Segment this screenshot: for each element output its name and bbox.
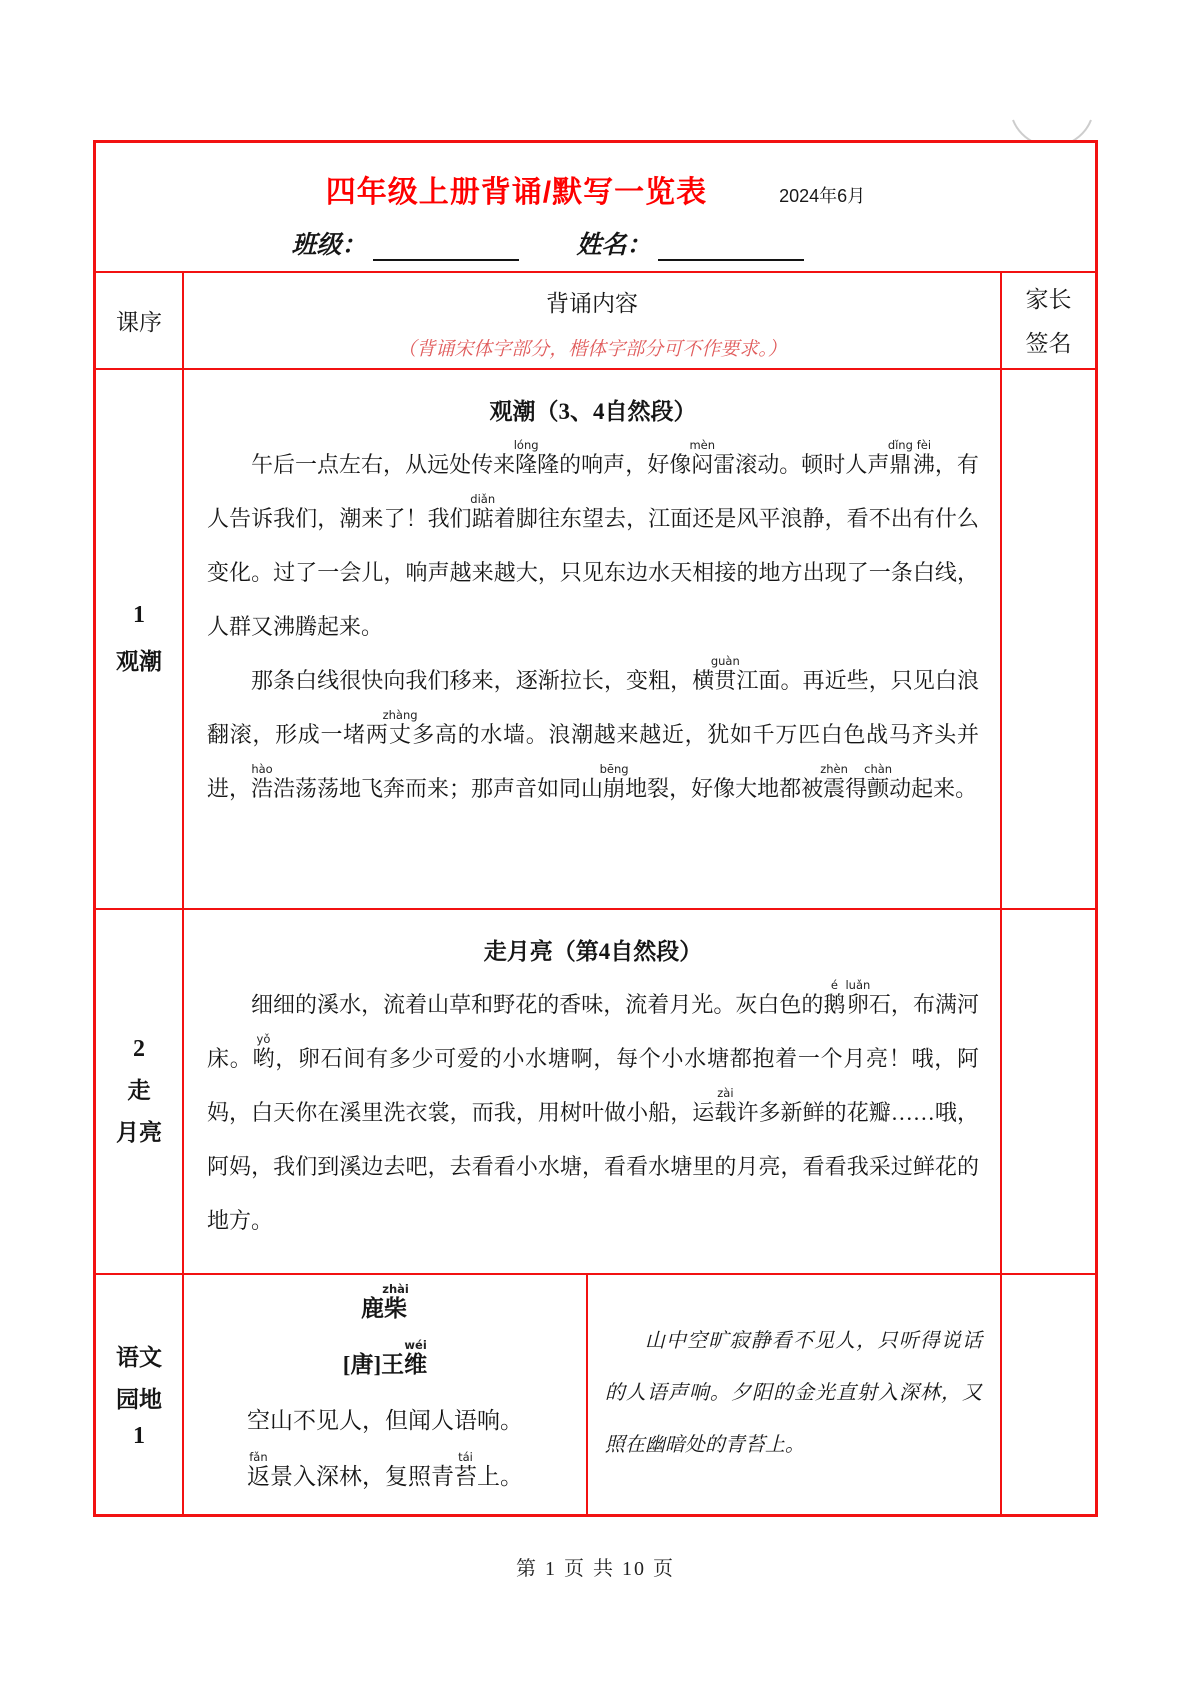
passage-title: 走月亮（第4自然段） bbox=[483, 939, 703, 964]
poem-title: 鹿柴zhài bbox=[361, 1282, 409, 1321]
date-label: 2024年6月 bbox=[779, 186, 866, 206]
lesson-name-line: 月亮 bbox=[116, 1119, 162, 1145]
poem-line: 空山不见人，但闻人语响。 bbox=[246, 1408, 523, 1433]
poem-explanation: 山中空旷寂静看不见人，只听得说话的人语声响。夕阳的金光直射入深林，又照在幽暗处的青苔上。 bbox=[604, 1330, 982, 1456]
lesson-name-line: 语文 bbox=[116, 1344, 162, 1370]
passage-paragraph: 细细的溪水，流着山草和野花的香味，流着月光。灰白色的鹅é卵luǎn石，布满河床。哟yǒ，卵石间有多少可爱的小水塘啊，每个小水塘都抱着一个月亮！哦，阿妈，白天你在溪里洗衣裳，而我，用树叶做小船，运载zài许多新鲜的花瓣……哦，阿妈，我们到溪边去吧，去看看小水塘，看看水塘里的月亮，看看我采过鲜花的地方。 bbox=[207, 978, 979, 1233]
class-label: 班级： bbox=[291, 232, 367, 259]
page-number-indicator: 第 1 页 共 10 页 bbox=[516, 1558, 675, 1580]
content-header-note: （背诵宋体字部分，楷体字部分可不作要求。） bbox=[397, 339, 787, 360]
parent-signature-cell[interactable] bbox=[1002, 910, 1095, 1275]
class-blank-field[interactable] bbox=[373, 229, 519, 261]
poem-line: 返fǎn景入深林，复照青苔tái上。 bbox=[246, 1450, 523, 1489]
passage-paragraph: 那条白线很快向我们移来，逐渐拉长，变粗，横贯guàn江面。再近些，只见白浪翻滚，形成一堵两丈zhàng多高的水墙。浪潮越来越近，犹如千万匹白色战马齐头并进，浩hào浩荡荡地飞奔而来；那声音如同山崩bēng地裂，好像大地都被震zhèn得颤chàn动起来。 bbox=[207, 654, 979, 801]
title-block bbox=[96, 143, 1095, 271]
lesson-cell-1 bbox=[96, 370, 184, 910]
poem-cell bbox=[184, 1275, 588, 1514]
parent-signature-cell[interactable] bbox=[1002, 1275, 1095, 1514]
parent-signature-cell[interactable] bbox=[1002, 370, 1095, 910]
lesson-name-line: 走 bbox=[127, 1077, 151, 1103]
content-grid bbox=[96, 271, 1095, 1514]
lesson-cell-yuwenyuandi bbox=[96, 1275, 184, 1514]
column-header-lesson bbox=[96, 273, 184, 370]
lesson-name-line: 园地 bbox=[116, 1386, 162, 1412]
lesson-number: 1 bbox=[133, 602, 145, 628]
passage-paragraph: 午后一点左右，从远处传来隆lóng隆的响声，好像闷mèn雷滚动。顿时人声鼎dǐng沸fèi，有人告诉我们，潮来了！我们踮diǎn着脚往东望去，江面还是风平浪静，看不出有什么变化。过了一会儿，响声越来越大，只见东边水天相接的地方出现了一条白线，人群又沸腾起来。 bbox=[207, 438, 979, 639]
column-header-parent-sign bbox=[1002, 273, 1095, 370]
parent-header-line1: 家长 bbox=[1025, 285, 1072, 312]
parent-header-line2: 签名 bbox=[1025, 329, 1072, 356]
passage-cell-zouyueliang bbox=[184, 910, 1002, 1275]
content-header-label: 背诵内容 bbox=[546, 290, 638, 316]
lesson-number: 1 bbox=[133, 1423, 145, 1449]
passage-cell-guanchao bbox=[184, 370, 1002, 910]
lesson-number: 2 bbox=[133, 1036, 145, 1062]
passage-title: 观潮（3、4自然段） bbox=[489, 399, 697, 424]
poem-author: [唐]王维wéi bbox=[342, 1338, 428, 1377]
lesson-header-label: 课序 bbox=[116, 309, 162, 335]
name-blank-field[interactable] bbox=[658, 229, 804, 261]
lesson-name: 观潮 bbox=[116, 648, 162, 674]
page-title: 四年级上册背诵/默写一览表 bbox=[325, 176, 708, 209]
worksheet-table bbox=[93, 140, 1098, 1517]
lesson-cell-2 bbox=[96, 910, 184, 1275]
name-label: 姓名： bbox=[576, 232, 652, 259]
poem-row-cell bbox=[184, 1275, 1002, 1514]
column-header-content bbox=[184, 273, 1002, 370]
